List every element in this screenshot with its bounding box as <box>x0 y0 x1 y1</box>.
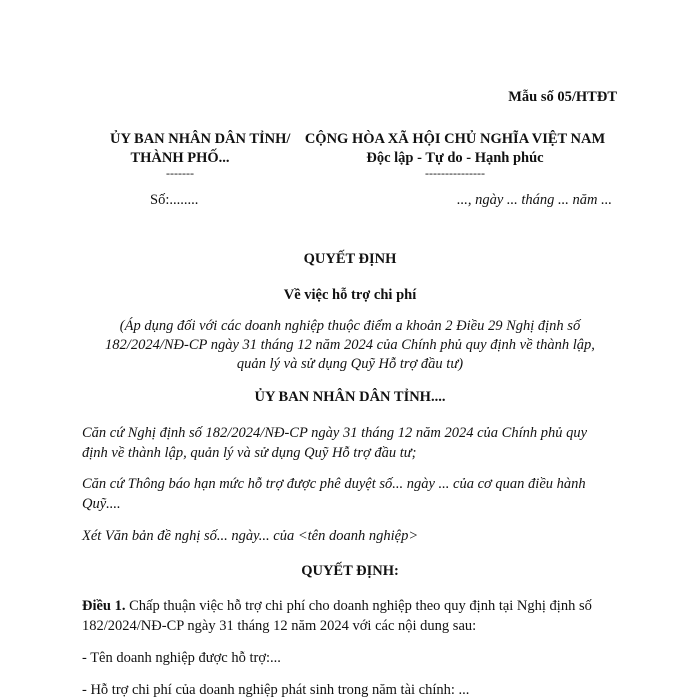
basis-1-line2: định về thành lập, quản lý và sử dụng Quỹ Hỗ trợ đầu tư; <box>82 445 417 461</box>
basis-1-line1: Căn cứ Nghị định số 182/2024/NĐ-CP ngày 31 tháng 12 năm 2024 của Chính phủ quy <box>82 425 588 441</box>
issuing-authority-line1: ỦY BAN NHÂN DÂN TỈNH/ <box>110 131 291 147</box>
list-item: - Hỗ trợ chi phí của doanh nghiệp phát sinh trong năm tài chính: ... <box>82 682 470 698</box>
document-number: Số:........ <box>150 192 199 208</box>
document-title: QUYẾT ĐỊNH <box>303 251 397 267</box>
issuing-authority-line2: THÀNH PHỐ... <box>130 150 230 166</box>
scope-line-1: (Áp dụng đối với các doanh nghiệp thuộc điểm a khoản 2 Điều 29 Nghị định số <box>119 318 581 334</box>
article-1-line2: 182/2024/NĐ-CP ngày 31 tháng 12 năm 2024 với các nội dung sau: <box>82 618 477 634</box>
consideration: Xét Văn bản đề nghị số... ngày... của <tên doanh nghiệp> <box>82 528 419 544</box>
article-1-label: Điều 1. <box>82 598 126 614</box>
date-line: ..., ngày ... tháng ... năm ... <box>456 192 612 208</box>
scope-line-2: 182/2024/NĐ-CP ngày 31 tháng 12 năm 2024 của Chính phủ quy định về thành lập, <box>105 337 595 353</box>
form-code: Mẫu số 05/HTĐT <box>508 89 617 105</box>
right-divider: --------------- <box>425 166 485 180</box>
authority-heading: ỦY BAN NHÂN DÂN TỈNH.... <box>254 389 446 405</box>
list-item: - Tên doanh nghiệp được hỗ trợ:... <box>82 650 281 666</box>
basis-2-line2: Quỹ.... <box>82 496 121 512</box>
national-motto: Độc lập - Tự do - Hạnh phúc <box>366 150 544 166</box>
left-divider: ------- <box>166 166 194 180</box>
article-1-line1 <box>82 598 592 615</box>
scope-line-3: quản lý và sử dụng Quỹ Hỗ trợ đầu tư) <box>236 356 464 372</box>
article-1-text: Chấp thuận việc hỗ trợ chi phí cho doanh nghiệp theo quy định tại Nghị định số <box>125 598 592 614</box>
national-title: CỘNG HÒA XÃ HỘI CHỦ NGHĨA VIỆT NAM <box>304 131 606 147</box>
decision-heading: QUYẾT ĐỊNH: <box>301 563 399 579</box>
basis-2-line1: Căn cứ Thông báo hạn mức hỗ trợ được phê duyệt số... ngày ... của cơ quan điều hành <box>82 476 586 492</box>
document-subject: Về việc hỗ trợ chi phí <box>283 287 417 303</box>
